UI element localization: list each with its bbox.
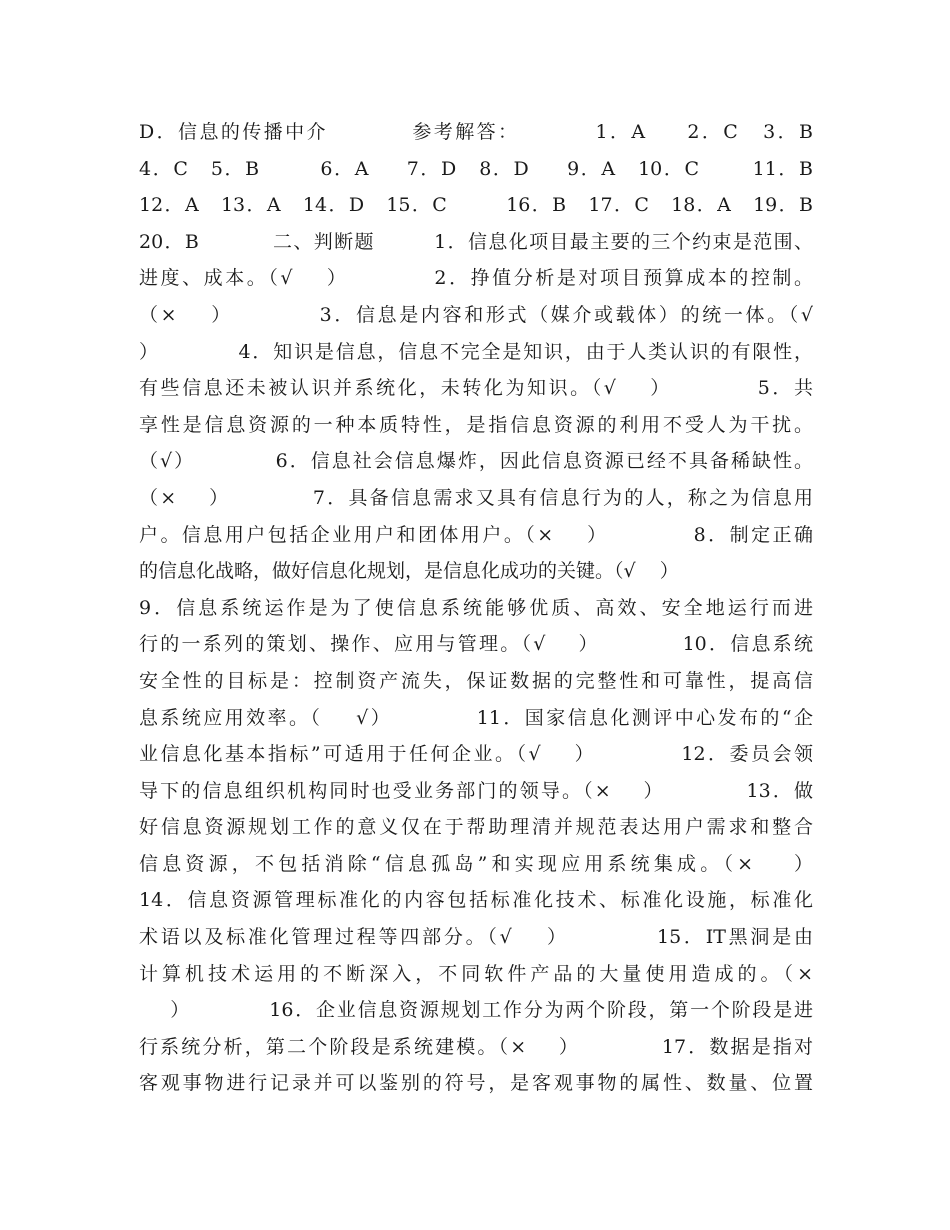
text-line: （√） 6．信息社会信息爆炸，因此信息资源已经不具备稀缺性。 <box>139 450 813 473</box>
text-line: 信息资源，不包括消除“信息孤岛”和实现应用系统集成。（× ） <box>139 852 813 875</box>
text-line: D．信息的传播中介 参考解答： 1．A 2．C 3．B <box>139 121 813 143</box>
text-line: （× ） 3．信息是内容和形式（媒介或载体）的统一体。（√ <box>139 303 813 326</box>
text-line: 20．B 二、判断题 1．信息化项目最主要的三个约束是范围、 <box>139 230 813 253</box>
text-line: ） 16．企业信息资源规划工作分为两个阶段，第一个阶段是进 <box>139 999 813 1022</box>
text-line: 有些信息还未被认识并系统化，未转化为知识。（√ ） 5．共 <box>139 377 813 400</box>
text-line: ） 4．知识是信息，信息不完全是知识，由于人类认识的有限性， <box>139 340 813 363</box>
document-body <box>139 114 813 1102</box>
text-line: 导下的信息组织机构同时也受业务部门的领导。（× ） 13．做 <box>139 779 813 802</box>
text-line: 行系统分析，第二个阶段是系统建模。（× ） 17．数据是指对 <box>139 1035 813 1058</box>
text-line: （× ） 7．具备信息需求又具有信息行为的人，称之为信息用 <box>139 486 813 509</box>
text-line: 业信息化基本指标”可适用于任何企业。（√ ） 12．委员会领 <box>139 743 813 766</box>
text-line: 术语以及标准化管理过程等四部分。（√ ） 15．IT黑洞是由 <box>139 926 813 949</box>
text-line: 进度、成本。（√ ） 2．挣值分析是对项目预算成本的控制。 <box>139 267 813 290</box>
text-line: 安全性的目标是：控制资产流失，保证数据的完整性和可靠性，提高信 <box>139 669 813 692</box>
text-line: 享性是信息资源的一种本质特性，是指信息资源的利用不受人为干扰。 <box>139 413 813 436</box>
text-line: 12．A 13．A 14．D 15．C 16．B 17．C 18．A 19．B <box>139 194 813 217</box>
text-line: 户。信息用户包括企业用户和团体用户。（× ） 8．制定正确 <box>139 523 813 546</box>
text-line: 14．信息资源管理标准化的内容包括标准化技术、标准化设施，标准化 <box>139 889 813 912</box>
text-line: 好信息资源规划工作的意义仅在于帮助理清并规范表达用户需求和整合 <box>139 816 813 839</box>
text-line: 客观事物进行记录并可以鉴别的符号，是客观事物的属性、数量、位置 <box>139 1072 813 1095</box>
text-line: 息系统应用效率。（ √） 11．国家信息化测评中心发布的“企 <box>139 706 813 729</box>
text-line: 行的一系列的策划、操作、应用与管理。（√ ） 10．信息系统 <box>139 633 813 656</box>
text-line: 9．信息系统运作是为了使信息系统能够优质、高效、安全地运行而进 <box>139 596 813 619</box>
text-line: 4．C 5．B 6．A 7．D 8．D 9．A 10．C 11．B <box>139 157 813 180</box>
text-line: 的信息化战略，做好信息化规划，是信息化成功的关键。（√ ） <box>139 560 679 583</box>
text-line: 计算机技术运用的不断深入，不同软件产品的大量使用造成的。（× <box>139 962 813 985</box>
